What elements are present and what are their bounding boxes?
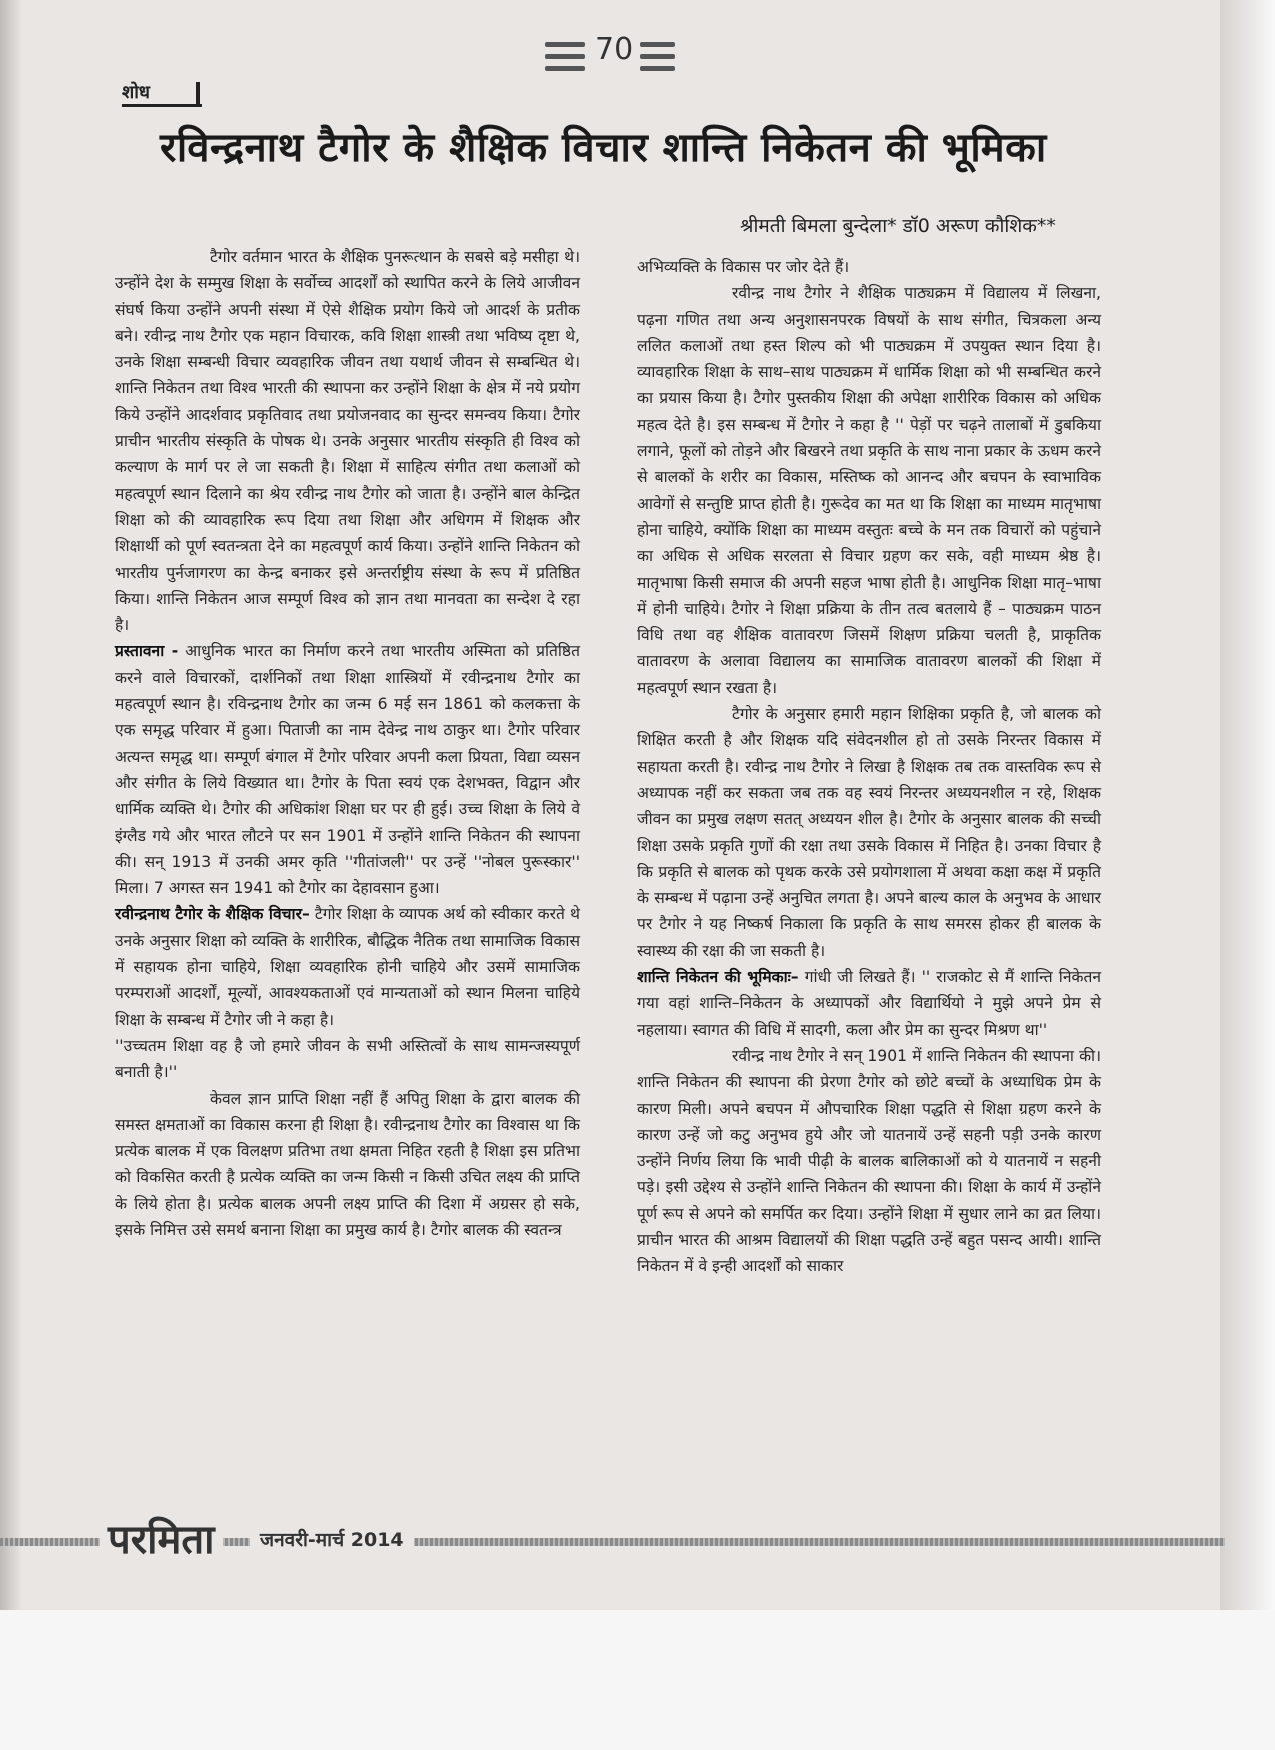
continuation-paragraph: अभिव्यक्ति के विकास पर जोर देते हैं।	[637, 258, 850, 276]
issue-date: जनवरी-मार्च 2014	[250, 1526, 414, 1552]
right-column	[637, 254, 1101, 1280]
knowledge-paragraph: केवल ज्ञान प्राप्ति शिक्षा नहीं हैं अपितु शिक्षा के द्वारा बालक की समस्त क्षमताओं का विकास करना ही शिक्षा है। रवीन्द्रनाथ टैगोर का विश्वास था कि प्रत्येक बालक में एक विलक्षण प्रतिभा तथा क्षमता निहित रहती है शिक्षा इस प्रतिभा को विकसित करती है प्रत्येक व्यक्ति का जन्म किसी न किसी उचित लक्ष्य की प्राप्ति के लिये होता है। प्रत्येक बालक अपनी लक्ष्य प्राप्ति की दिशा में अग्रसर हो सके, इसके निमित्त उसे समर्थ बनाना शिक्षा का प्रमुख कार्य है। टैगोर बालक की स्वतन्त्र	[115, 1089, 580, 1239]
shantiniketan-role-body: गांधी जी लिखते हैं। '' राजकोट से मैं शान्ति निकेतन गया वहां शान्ति–निकेतन के अध्यापकों और विद्यार्थियो ने मुझे अपने प्रेम से नहलाया। स्वागत की विधि में सादगी, कला और प्रेम का सुन्दर मिश्रण था''	[637, 968, 1101, 1039]
paper-left-edge	[0, 0, 22, 1610]
section-label: शोध	[122, 82, 150, 103]
introduction-paragraph	[115, 638, 580, 901]
shantiniketan-role-paragraph	[637, 964, 1101, 1043]
educational-views-body: टैगोर शिक्षा के व्यापक अर्थ को स्वीकार करते थे उनके अनुसार शिक्षा को व्यक्ति के शारीरिक, बौद्धिक नैतिक तथा सामाजिक विकास में सहायक होना चाहिये, शिक्षा व्यवहारिक होनी चाहिये और उसमें सामाजिक परम्पराओं आदर्शों, मूल्यों, आवश्यकताओं एवं मान्यताओं को स्थान मिलना चाहिये शिक्षा के सम्बन्ध में टैगोर जी ने कहा है।	[115, 905, 580, 1029]
introduction-body: आधुनिक भारत का निर्माण करने तथा भारतीय अस्मिता को प्रतिष्ठित करने वाले विचारकों, दार्शनिकों तथा शिक्षा शास्त्रियों में रवीन्द्रनाथ टैगोर का महत्वपूर्ण स्थान है। रविन्द्रनाथ टैगोर का जन्म 6 मई सन 1861 को कलकत्ता के एक समृद्ध परिवार में हुआ। पिताजी का नाम देवेन्द्र नाथ ठाकुर था। टैगोर परिवार अत्यन्त समृद्ध था। सम्पूर्ण बंगाल में टैगोर परिवार अपनी कला प्रियता, विद्या व्यसन और संगीत के लिये विख्यात था। टैगोर के पिता स्वयं एक देशभक्त, विद्वान और धार्मिक व्यक्ति थे। टैगोर की अधिकांश शिक्षा घर पर ही हुई। उच्च शिक्षा के लिये वे इंग्लैड गये और भारत लौटने पर सन 1901 में उन्होंने शान्ति निकेतन की स्थापना की। सन् 1913 में उनकी अमर कृति ''गीतांजली'' पर उन्हें ''नोबल पुरूस्कार'' मिला। 7 अगस्त सन 1941 को टैगोर का देहावसान हुआ।	[115, 642, 580, 898]
magazine-logo: परमिता	[100, 1510, 223, 1565]
left-column	[115, 244, 580, 1243]
curriculum-paragraph: रवीन्द्र नाथ टैगोर ने शैक्षिक पाठ्यक्रम में विद्यालय में लिखना, पढ़ना गणित तथा अन्य अनुशासनपरक विषयों के साथ संगीत, चित्रकला अन्य ललित कलाओं तथा हस्त शिल्प को भी पाठ्यक्रम में उपयुक्त स्थान दिया है। व्यावहारिक शिक्षा के साथ–साथ पाठ्यक्रम में धार्मिक शिक्षा को भी सम्बन्धित करने का प्रयास किया है। टैगोर पुस्तकीय शिक्षा की अपेक्षा शारीरिक विकास को अधिक महत्व देते है। इस सम्बन्ध में टैगोर ने कहा है '' पेड़ों पर चढ़ने तालाबों में डुबकिया लगाने, फूलों को तोड़ने और बिखरने तथा प्रकृति के साथ नाना प्रकार के ऊधम करने से बालकों के शरीर का विकास, मस्तिष्क को आनन्द और बचपन के स्वाभाविक आवेगों से सन्तुष्टि प्राप्त होती है। गुरूदेव का मत था कि शिक्षा का माध्यम मातृभाषा होना चाहिये, क्योंकि शिक्षा का माध्यम वस्तुतः बच्चे के मन तक विचारों को पहुंचाने का अधिक से अधिक सरलता से विचार ग्रहण कर सके, वही माध्यम श्रेष्ठ है। मातृभाषा किसी समाज की अपनी सहज भाषा होती है। आधुनिक शिक्षा मातृ–भाषा में होनी चाहिये। टैगोर ने शिक्षा प्रक्रिया के तीन तत्व बतलाये हैं – पाठ्यक्रम पाठन विधि तथा वह शैक्षिक वातावरण जिसमें शिक्षण प्रक्रिया चलती है, प्राकृतिक वातावरण के अलावा विद्यालय का सामाजिक वातावरण बालकों की शिक्षा में महत्वपूर्ण स्थान रखता है।	[637, 284, 1101, 697]
shantiniketan-role-heading: शान्ति निकेतन की भूमिकाः–	[637, 968, 799, 987]
ornament-bar	[640, 54, 675, 59]
ornament-bar	[640, 42, 675, 47]
founding-paragraph: रवीन्द्र नाथ टैगोर ने सन् 1901 में शान्ति निकेतन की स्थापना की। शान्ति निकेतन की स्थापना की प्रेरणा टैगोर को छोटे बच्चों के अध्याधिक प्रेम के कारण मिली। अपने बचपन में औपचारिक शिक्षा पद्धति से शिक्षा ग्रहण करने के कारण उन्हें जो कटु अनुभव हुये और जो यातनायें उन्हें सहनी पड़ी उनके कारण उन्होंने निर्णय लिया कि भावी पीढ़ी के बालक बालिकाओं को ये यातनायें न सहनी पड़े। इसी उद्देश्य से उन्होंने शान्ति निकेतन की स्थापना की। शिक्षा के कार्य में उन्होंने पूर्ण रूप से अपने को समर्पित कर दिया। उन्होंने शिक्षा में सुधार लाने का व्रत लिया। प्राचीन भारत की आश्रम विद्यालयों की शिक्षा पद्धति उन्हें बहुत पसन्द आयी। शान्ति निकेतन में वे इन्ही आदर्शों को साकार	[637, 1046, 1101, 1276]
abstract-paragraph: टैगोर वर्तमान भारत के शैक्षिक पुनरूत्थान के सबसे बड़े मसीहा थे। उन्होंने देश के सम्मुख शिक्षा के सर्वोच्च आदर्शों को स्थापित करने के लिये आजीवन संघर्ष किया उन्होंने अपनी संस्था में ऐसे शैक्षिक प्रयोग किये जो आदर्श के प्रतीक बने। रवीन्द्र नाथ टैगोर एक महान विचारक, कवि शिक्षा शास्त्री तथा भविष्य दृष्टा थे, उनके शिक्षा सम्बन्धी विचार व्यवहारिक जीवन तथा यथार्थ जीवन से सम्बन्धित थे। शान्ति निकेतन तथा विश्व भारती की स्थापना कर उन्होंने शिक्षा के क्षेत्र में नये प्रयोग किये उन्होंने आदर्शवाद प्रकृतिवाद तथा प्रयोजनवाद का सुन्दर समन्वय किया। टैगोर प्राचीन भारतीय संस्कृति के पोषक थे। उनके अनुसार भारतीय संस्कृति ही विश्व को कल्याण के मार्ग पर ले जा सकती है। शिक्षा में साहित्य संगीत तथा कलाओं को महत्वपूर्ण स्थान दिलाने का श्रेय रवीन्द्र नाथ टैगोर को जाता है। उन्होंने बाल केन्द्रित शिक्षा को की व्यावहारिक रूप दिया तथा शिक्षा और अधिगम में शिक्षक और शिक्षार्थी को पूर्ण स्वतन्त्रता देने का महत्वपूर्ण कार्य किया। उन्होंने शान्ति निकेतन को भारतीय पुर्नजागरण का केन्द्र बनाकर इसे अन्तर्राष्ट्रीय संस्था के रूप में प्रतिष्ठित किया। शान्ति निकेतन आज सम्पूर्ण विश्व को ज्ञान तथा मानवता का सन्देश दे रहा है।	[115, 248, 580, 635]
ornament-bar	[545, 42, 585, 47]
section-underline	[122, 104, 202, 107]
educational-views-paragraph	[115, 901, 580, 1032]
tagore-quote: ''उच्चतम शिक्षा वह है जो हमारे जीवन के सभी अस्तित्वों के साथ सामन्जस्यपूर्ण बनाती है।''	[115, 1036, 580, 1082]
introduction-heading: प्रस्तावना -	[115, 642, 179, 661]
educational-views-heading: रवीन्द्रनाथ टैगोर के शैक्षिक विचार–	[115, 905, 310, 924]
article-title: रविन्द्रनाथ टैगोर के शैक्षिक विचार शान्ति निकेतन की भूमिका	[160, 125, 1047, 171]
page-number-ornament	[545, 30, 675, 80]
article-authors: श्रीमती बिमला बुन्देला* डॉ0 अरूण कौशिक**	[740, 215, 1056, 237]
ornament-bar	[545, 54, 585, 59]
scanner-bed	[0, 1610, 1275, 1750]
section-divider	[196, 82, 200, 106]
nature-paragraph: टैगोर के अनुसार हमारी महान शिक्षिका प्रकृति है, जो बालक को शिक्षित करती है और शिक्षक यदि संवेदनशील हो तो उसके निरन्तर विकास में सहायता करती है। रवीन्द्र नाथ टैगोर ने लिखा है शिक्षक तब तक वास्तविक रूप से अध्यापक नहीं कर सकता जब तक वह स्वयं निरन्तर अध्ययनशील न रहे, शिक्षक जीवन का प्रमुख लक्षण सतत् अध्ययन शील है। टैगोर के अनुसार बालक की सच्ची शिक्षा उसके प्रकृति गुणों की रक्षा तथा उसके विकास में निहित है। उनका विचार है कि प्रकृति से बालक को पृथक करके उसे प्रयोगशाला में अथवा कक्षा कक्ष में प्रकृति के सम्बन्ध में पढ़ाना उन्हें अनुचित लगता है। अपने बाल्य काल के अनुभव के आधार पर टैगोर ने यह निष्कर्ष निकाला कि प्रकृति के साथ समरस होकर ही बालक के स्वास्थ्य की रक्षा की जा सकती है।	[637, 705, 1101, 960]
ornament-bar	[640, 66, 675, 71]
ornament-bar	[545, 66, 585, 71]
binding-shadow	[1220, 0, 1275, 1750]
page-number: 70	[595, 32, 634, 67]
